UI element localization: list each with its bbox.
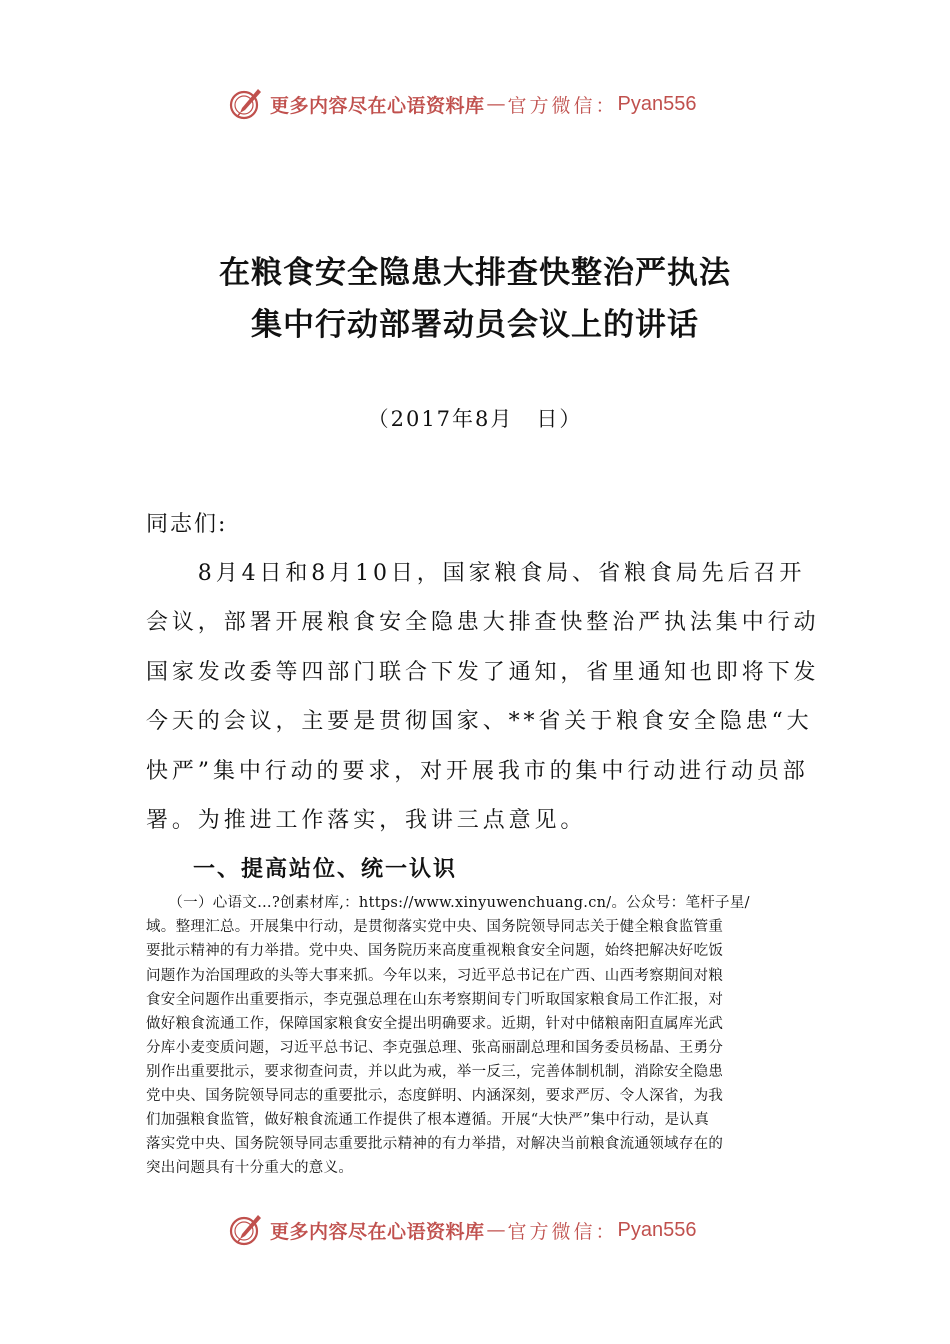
- document-title-line-2: 集中行动部署动员会议上的讲话: [251, 307, 699, 343]
- watermark-banner-bottom: [228, 1208, 697, 1252]
- intro-paragraph-line: 署。为推进工作落实，我讲三点意见。: [146, 808, 587, 833]
- intro-paragraph-line: 今天的会议，主要是贯彻国家、**省关于粮食安全隐患“大: [146, 709, 813, 734]
- watermark-wechat-id: Pyan556: [617, 1218, 697, 1241]
- document-title-line-1: 在粮食安全隐患大排查快整治严执法: [219, 255, 731, 291]
- watermark-tagline: 更多内容尽在心语资料库: [270, 1220, 485, 1243]
- section-1-body-line: 分库小麦变质问题，习近平总书记、李克强总理、张高丽副总理和国务委员杨晶、王勇分: [146, 1040, 724, 1056]
- watermark-wechat-label: 官方微信：: [507, 1220, 618, 1243]
- section-1-body-line: 问题作为治国理政的头等大事来抓。今年以来，习近平总书记在广西、山西考察期间对粮: [146, 968, 724, 984]
- watermark-wechat-id: Pyan556: [617, 92, 697, 115]
- section-1-body-line: （一）心语文…?创素材库,：https://www.xinyuwenchuang.cn/。公众号：笔杆子星/: [146, 895, 750, 911]
- watermark-banner-top: [228, 82, 697, 126]
- speech-date: （2017年8月 日）: [367, 407, 583, 431]
- intro-paragraph-line: 8月4日和8月10日，国家粮食局、省粮食局先后召开: [146, 561, 806, 586]
- section-1-body-line: 突出问题具有十分重大的意义。: [146, 1160, 354, 1176]
- watermark-wechat-label: 官方微信：: [507, 94, 618, 117]
- quill-pen-logo-icon: [228, 1212, 264, 1248]
- section-1-body-line: 食安全问题作出重要指示，李克强总理在山东考察期间专门听取国家粮食局工作汇报，对: [146, 992, 724, 1008]
- section-1-body-line: 们加强粮食监管，做好粮食流通工作提供了根本遵循。开展“大快严”集中行动，是认真: [146, 1112, 710, 1128]
- watermark-dash: —: [486, 93, 506, 115]
- section-1-body-line: 域。整理汇总。开展集中行动，是贯彻落实党中央、国务院领导同志关于健全粮食监管重: [146, 919, 724, 935]
- salutation: 同志们:: [146, 512, 228, 537]
- quill-pen-logo-icon: [228, 86, 264, 122]
- watermark-tagline: 更多内容尽在心语资料库: [270, 94, 485, 117]
- section-1-body-line: 做好粮食流通工作，保障国家粮食安全提出明确要求。近期，针对中储粮南阳直属库光武: [146, 1016, 724, 1032]
- intro-paragraph-line: 国家发改委等四部门联合下发了通知，省里通知也即将下发: [146, 660, 820, 685]
- section-1-body-line: 落实党中央、国务院领导同志重要批示精神的有力举措，对解决当前粮食流通领域存在的: [146, 1136, 724, 1152]
- section-1-body-line: 党中央、国务院领导同志的重要批示，态度鲜明、内涵深刻，要求严厉、令人深省，为我: [146, 1088, 724, 1104]
- intro-paragraph-line: 会议，部署开展粮食安全隐患大排查快整治严执法集中行动: [146, 610, 820, 635]
- watermark-dash: —: [486, 1219, 506, 1241]
- section-1-body-line: 要批示精神的有力举措。党中央、国务院历来高度重视粮食安全问题，始终把解决好吃饭: [146, 943, 724, 959]
- intro-paragraph-line: 快严”集中行动的要求，对开展我市的集中行动进行动员部: [146, 759, 809, 784]
- section-heading-1: 一、提高站位、统一认识: [193, 857, 458, 882]
- section-1-body-line: 别作出重要批示，要求彻查问责，并以此为戒，举一反三，完善体制机制，消除安全隐患: [146, 1064, 724, 1080]
